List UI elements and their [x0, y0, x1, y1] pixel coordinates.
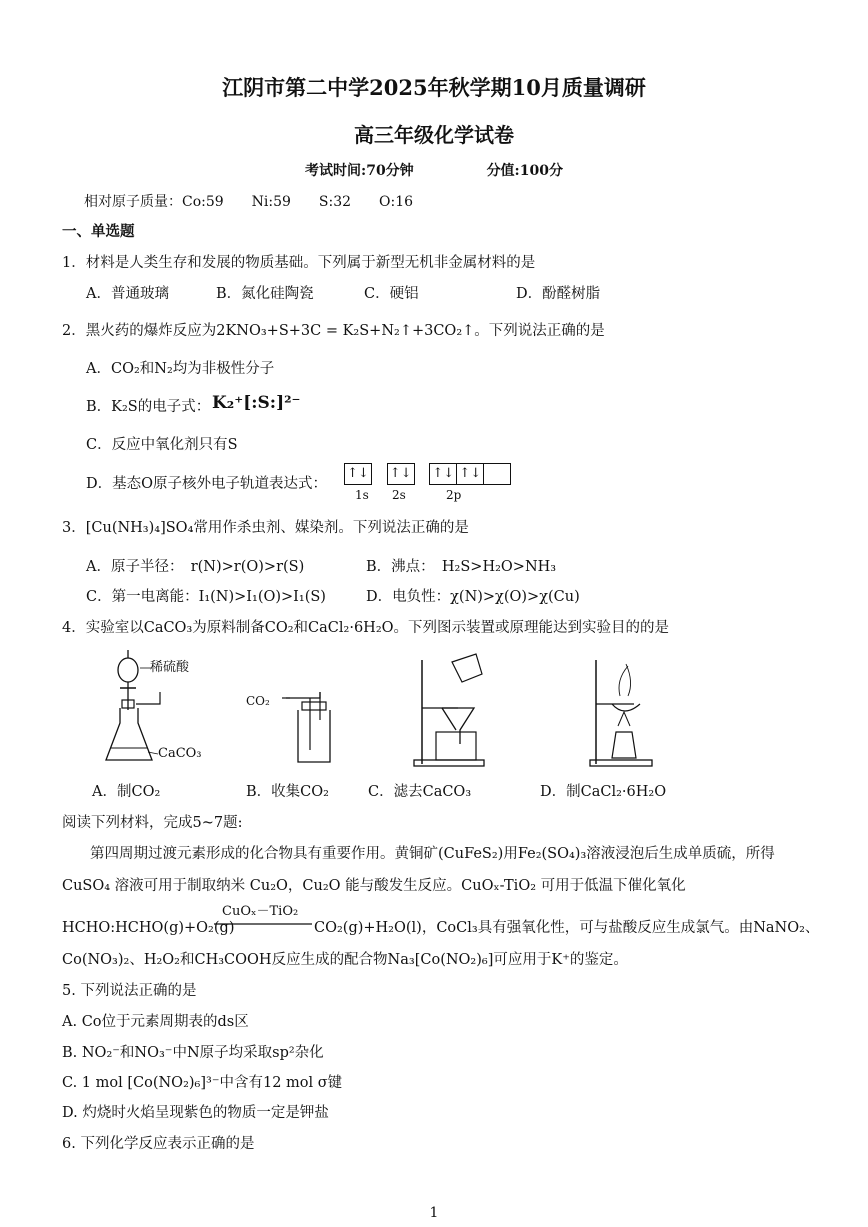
atomic-mass-note: 相对原子质量：Co:59 Ni:59 S:32 O:16	[84, 194, 414, 210]
orbital-box-2s: ↑↓	[387, 463, 415, 485]
q2-option-a: A．CO₂和N₂均为非极性分子	[86, 361, 275, 377]
label-caco3: CaCO₃	[158, 746, 202, 761]
q1-stem: 1．材料是人类生存和发展的物质基础。下列属于新型无机非金属材料的是	[62, 255, 536, 271]
label-dilute-sulfuric-acid: 稀硫酸	[150, 660, 190, 675]
reading-line-3-right: CO₂(g)+H₂O(l)，CoCl₃具有强氧化性，可与盐酸反应生成氯气。由NaNO₂、	[314, 920, 820, 936]
reaction-arrow-line	[214, 922, 314, 926]
q5-stem: 5. 下列说法正确的是	[62, 983, 197, 999]
label-co2-inlet: CO₂	[246, 694, 270, 708]
exam-meta	[0, 160, 868, 180]
q4-stem: 4．实验室以CaCO₃为原料制备CO₂和CaCl₂·6H₂O。下列图示装置或原理能达到实验目的的是	[62, 620, 670, 636]
exam-title: 江阴市第二中学2025年秋学期10月质量调研	[222, 75, 646, 100]
reading-intro: 阅读下列材料，完成5~7题:	[62, 815, 243, 831]
apparatus-b-bottle	[280, 690, 340, 770]
orbital-diagram	[344, 463, 511, 485]
q1-option-a: A．普通玻璃	[86, 286, 169, 302]
q3-option-c: C．第一电离能：I₁(N)>I₁(O)>I₁(S)	[86, 589, 326, 605]
q5-option-d: D. 灼烧时火焰呈现紫色的物质一定是钾盐	[62, 1105, 329, 1121]
reading-line-4: Co(NO₃)₂、H₂O₂和CH₃COOH反应生成的配合物Na₃[Co(NO₂)₆]可应用于K⁺的鉴定。	[62, 952, 628, 968]
q3-option-d: D．电负性：χ(N)>χ(O)>χ(Cu)	[366, 589, 580, 605]
q1-option-d: D．酚醛树脂	[516, 286, 601, 302]
q5-option-a: A. Co位于元素周期表的ds区	[62, 1014, 249, 1030]
exam-score: 分值:100分	[486, 163, 563, 179]
q4-option-c: C．滤去CaCO₃	[368, 784, 472, 800]
q3-stem: 3．[Cu(NH₃)₄]SO₄常用作杀虫剂、媒染剂。下列说法正确的是	[62, 520, 469, 536]
q4-option-a: A．制CO₂	[92, 784, 161, 800]
orbital-label-1s: 1s	[355, 488, 369, 502]
reading-line-2: CuSO₄ 溶液可用于制取纳米 Cu₂O，Cu₂O 能与酸发生反应。CuOₓ-TiO₂ 可用于低温下催化氧化	[62, 878, 686, 894]
q2-stem: 2．黑火药的爆炸反应为2KNO₃+S+3C = K₂S+N₂↑+3CO₂↑。下列说法正确的是	[62, 323, 605, 339]
exam-time: 考试时间:70分钟	[305, 163, 414, 179]
catalyst-label: CuOₓ－TiO₂	[222, 904, 299, 919]
q6-stem: 6. 下列化学反应表示正确的是	[62, 1136, 255, 1152]
orbital-box-1s: ↑↓	[344, 463, 372, 485]
exam-subtitle: 高三年级化学试卷	[354, 123, 514, 147]
q1-option-b: B．氮化硅陶瓷	[216, 286, 314, 302]
q5-option-b: B. NO₂⁻和NO₃⁻中N原子均采取sp²杂化	[62, 1045, 324, 1061]
orbital-box-2p: ↑↓ ↑↓	[429, 463, 511, 485]
q2-option-c: C．反应中氧化剂只有S	[86, 437, 238, 453]
q4-option-b: B．收集CO₂	[246, 784, 329, 800]
reading-line-1: 第四周期过渡元素形成的化合物具有重要作用。黄铜矿(CuFeS₂)用Fe₂(SO₄)₃溶液浸泡后生成单质硫，所得	[90, 846, 775, 862]
q3-option-a: A．原子半径： r(N)>r(O)>r(S)	[86, 559, 305, 575]
orbital-label-2s: 2s	[392, 488, 406, 502]
apparatus-c-filtration	[412, 652, 502, 772]
q1-option-c: C．硬铝	[364, 286, 419, 302]
reading-line-3: HCHO:HCHO(g)+O₂(g)	[62, 920, 235, 936]
q2-option-b: B．K₂S的电子式：	[86, 399, 211, 415]
page-number: 1	[429, 1205, 439, 1221]
k2s-electron-formula: K₂⁺[:S:]²⁻	[212, 393, 301, 413]
q4-option-d: D．制CaCl₂·6H₂O	[540, 784, 667, 800]
section-heading: 一、单选题	[62, 223, 135, 240]
q5-option-c: C. 1 mol [Co(NO₂)₆]³⁻中含有12 mol σ键	[62, 1075, 343, 1091]
q2-option-d: D．基态O原子核外电子轨道表达式：	[86, 476, 328, 492]
q3-option-b: B．沸点： H₂S>H₂O>NH₃	[366, 559, 557, 575]
orbital-label-2p: 2p	[446, 488, 462, 502]
apparatus-d-evaporation	[588, 656, 658, 770]
